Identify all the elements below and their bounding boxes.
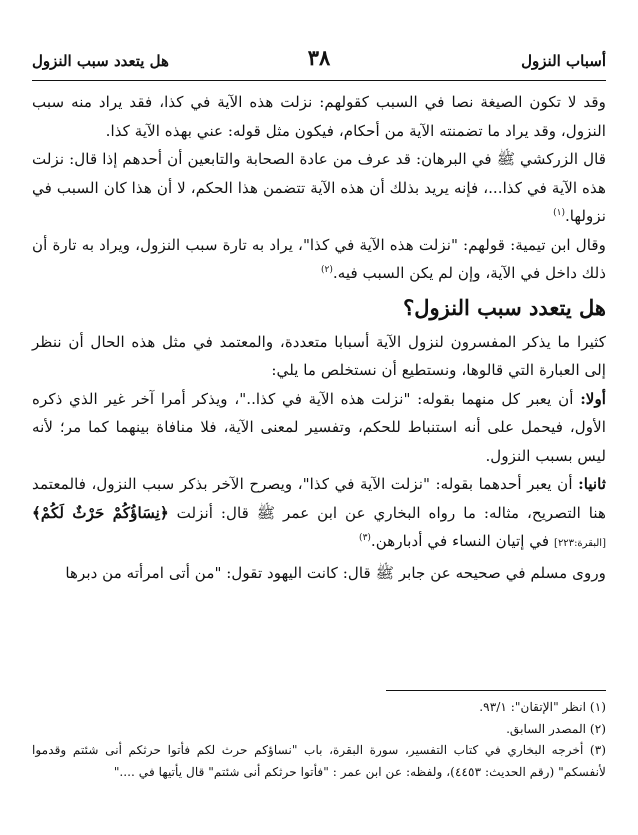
paragraph-5	[32, 385, 606, 471]
footnotes	[32, 697, 606, 783]
quran-verse: ﴿نِسَاؤُكُمْ حَرْثٌ لَكُمْ﴾	[32, 503, 169, 522]
footnote-2: (٢) المصدر السابق.	[506, 721, 606, 736]
footnote-3: (٣) أخرجه البخاري في كتاب التفسير، سورة البقرة، باب "نساؤكم حرث لكم فأتوا حرثكم أنى شئتم وقدموا لأنفسكم" (رقم الحديث: ٤٤٥٣)، ولفظه: عن ابن عمر : "فأتوا حرثكم أنى شئتم" قال يأتيها في ...."	[32, 743, 606, 779]
point-two-text: أن يعبر أحدهما بقوله: "نزلت الآية في كذا"، ويصرح الآخر بذكر سبب النزول، فالمعتمد هنا التصريح، مثاله: ما رواه البخاري عن ابن عمر ﷺ قال: أنزلت	[32, 475, 607, 522]
paragraph-2	[32, 145, 606, 231]
paragraph-3	[32, 231, 606, 288]
header-book-title: أسباب النزول	[521, 52, 606, 70]
section-heading: هل يتعدد سبب النزول؟	[403, 294, 606, 320]
point-one-text: أن يعبر كل منهما بقوله: "نزلت هذه الآية في كذا.."، ويذكر أمرا آخر غير الذي ذكره الأول، فيحمل على أنه استنباط للحكم، وتفسير لمعنى الآية، فلا منافاة بينهما كما مر؛ لأنه ليس بسبب النزول.	[32, 389, 606, 465]
verse-reference: [البقرة:٢٢٣]	[554, 538, 606, 549]
paragraph-6	[32, 470, 606, 559]
paragraph-7: وروى مسلم في صحيحه عن جابر ﷺ قال: كانت اليهود تقول: "من أتى امرأته من دبرها	[65, 563, 606, 582]
header-section-title: هل يتعدد سبب النزول	[32, 52, 169, 70]
paragraph-1: وقد لا تكون الصيغة نصا في السبب كقولهم: نزلت هذه الآية في كذا، فقد يراد منه سبب النزول، وقد يراد ما تضمنته الآية من أحكام، فيكون مثل قوله: عني بهذه الآية كذا.	[32, 93, 606, 140]
point-two-text-end: في إتيان النساء في أدبارهن.	[370, 532, 550, 550]
point-one-label: أولا:	[580, 389, 607, 408]
footnote-divider	[386, 690, 606, 691]
footnote-ref-3: (٣)	[359, 532, 371, 543]
footnote-1: (١) انظر "الإتقان": ٩٣/١.	[479, 700, 606, 714]
page-number: ٣٨	[307, 45, 331, 70]
footnote-ref-2: (٢)	[321, 264, 333, 275]
running-header	[32, 40, 606, 81]
point-two-label: ثانيا:	[578, 475, 606, 493]
paragraph-4: كثيرا ما يذكر المفسرون لنزول الآية أسبابا متعددة، والمعتمد في مثل هذه الحال أن ننظر إلى العبارة التي قالوها، ونستطيع أن نستخلص ما يلي:	[32, 332, 606, 379]
footnote-ref-1: (١)	[553, 207, 565, 218]
paragraph-3-text: وقال ابن تيمية: قولهم: "نزلت هذه الآية في كذا"، يراد به تارة سبب النزول، ويراد به تارة أن ذلك داخل في الآية، وإن لم يكن السبب فيه.	[32, 235, 606, 282]
paragraph-2-text: قال الزركشي ﷺ في البرهان: قد عرف من عادة الصحابة والتابعين أن أحدهم إذا قال: نزلت هذه الآية في كذا...، فإنه يريد بذلك أن هذه الآية تتضمن هذا الحكم، لا أن هذا كان السبب في نزولها.	[32, 150, 606, 225]
page-body	[32, 88, 606, 587]
